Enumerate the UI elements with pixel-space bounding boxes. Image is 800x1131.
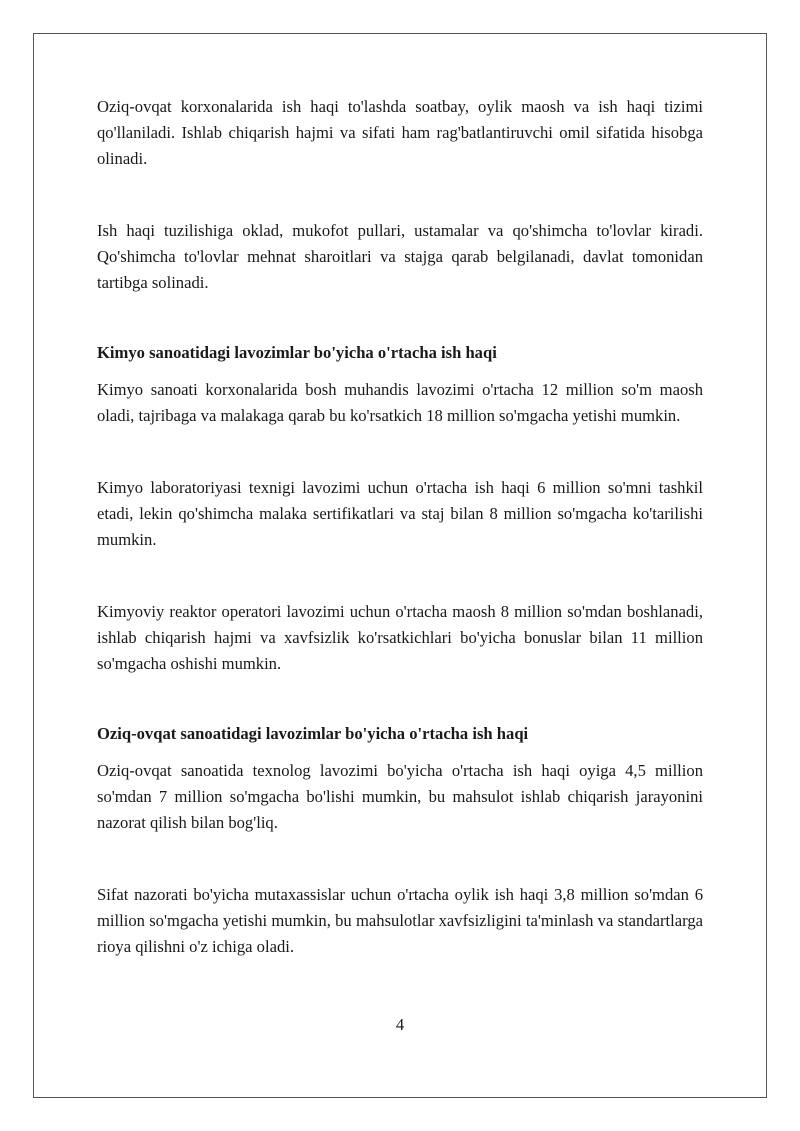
paragraph-spacer — [97, 429, 703, 475]
chemical-paragraph-3: Kimyoviy reaktor operatori lavozimi uchun o'rtacha maosh 8 million so'mdan boshlanadi, ishlab chiqarish hajmi va xavfsizlik ko'rsatkichlari bo'yicha bonuslar bilan 11 million so'mgacha oshishi mumkin. — [97, 602, 703, 673]
page-number: 4 — [395, 1015, 405, 1034]
chemical-paragraph-2: Kimyo laboratoriyasi texnigi lavozimi uchun o'rtacha ish haqi 6 million so'mni tashkil etadi, lekin qo'shimcha malaka sertifikatlari va staj bilan 8 million so'mgacha ko'tarilishi mumkin. — [97, 478, 703, 549]
paragraph-spacer — [97, 172, 703, 218]
document-body — [97, 94, 703, 960]
paragraph-spacer — [97, 553, 703, 599]
chemical-section-heading: Kimyo sanoatidagi lavozimlar bo'yicha o'rtacha ish haqi — [97, 343, 497, 362]
section-spacer — [97, 677, 703, 721]
food-section-heading: Oziq-ovqat sanoatidagi lavozimlar bo'yicha o'rtacha ish haqi — [97, 724, 529, 743]
food-paragraph-1: Oziq-ovqat sanoatida texnolog lavozimi bo'yicha o'rtacha ish haqi oyiga 4,5 million so'mdan 7 million so'mgacha bo'lishi mumkin, bu mahsulot ishlab chiqarish jarayonini nazorat qilish bilan bog'liq. — [97, 761, 703, 832]
intro-paragraph-2: Ish haqi tuzilishiga oklad, mukofot pullari, ustamalar va qo'shimcha to'lovlar kiradi. Qo'shimcha to'lovlar mehnat sharoitlari va stajga qarab belgilanadi, davlat tomonidan tartibga solinadi. — [97, 221, 703, 292]
heading-spacer — [97, 747, 703, 758]
section-spacer — [97, 296, 703, 340]
paragraph-spacer — [97, 836, 703, 882]
intro-paragraph-1: Oziq-ovqat korxonalarida ish haqi to'lashda soatbay, oylik maosh va ish haqi tizimi qo'llaniladi. Ishlab chiqarish hajmi va sifati ham rag'batlantiruvchi omil sifatida hisobga olinadi. — [97, 97, 703, 168]
chemical-paragraph-1: Kimyo sanoati korxonalarida bosh muhandis lavozimi o'rtacha 12 million so'm maosh oladi, tajribaga va malakaga qarab bu ko'rsatkich 18 million so'mgacha yetishi mumkin. — [97, 380, 703, 425]
food-paragraph-2: Sifat nazorati bo'yicha mutaxassislar uchun o'rtacha oylik ish haqi 3,8 million so'mdan 6 million so'mgacha yetishi mumkin, bu mahsulotlar xavfsizligini ta'minlash va standartlarga rioya qilishni o'z ichiga oladi. — [97, 885, 703, 956]
heading-spacer — [97, 366, 703, 377]
